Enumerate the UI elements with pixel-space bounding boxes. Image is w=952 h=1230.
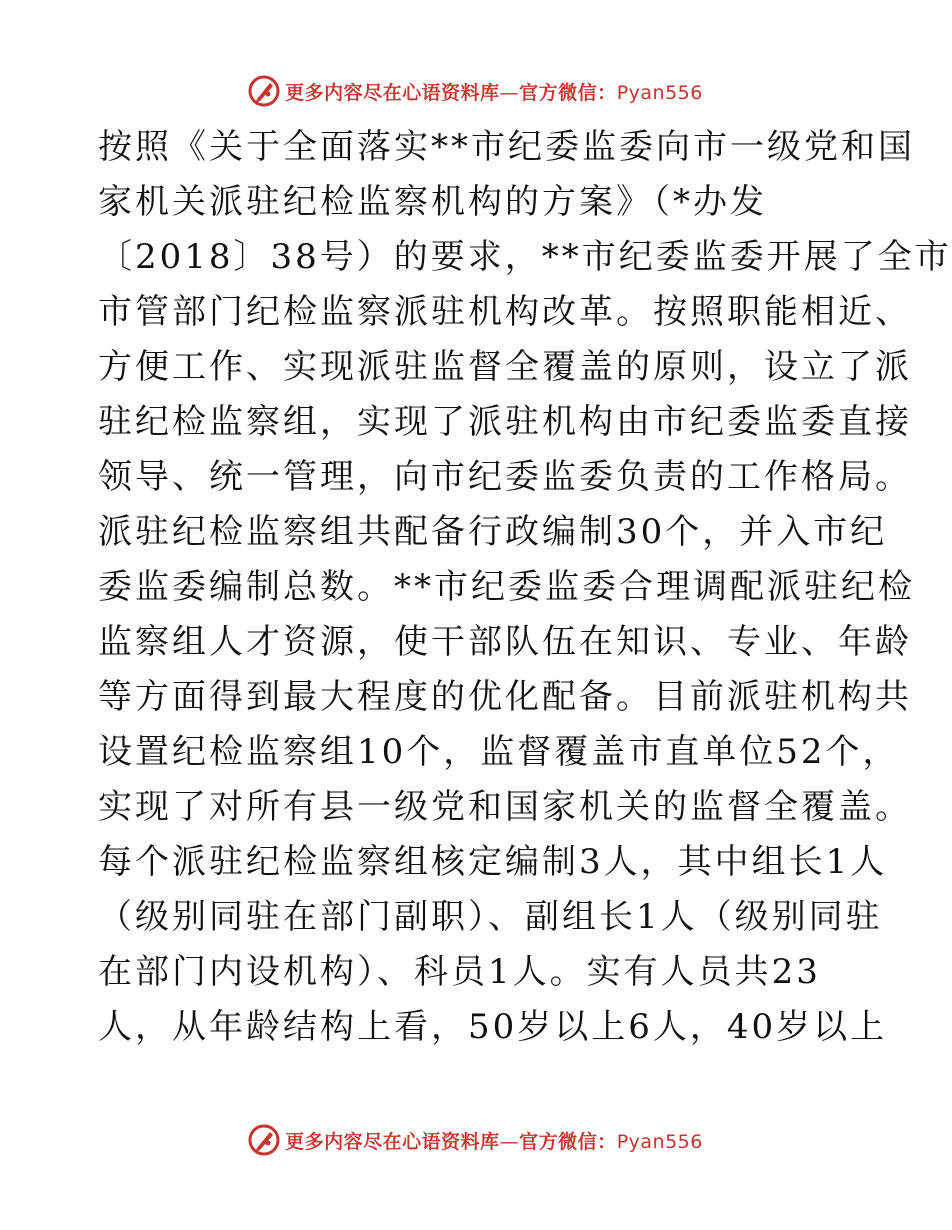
banner-wechat-id: Pyan556 [616,81,703,104]
body-line: 每个派驻纪检监察组核定编制3人，其中组长1人 [98,842,888,882]
banner-text [285,78,703,105]
body-line: 监察组人才资源，使干部队伍在知识、专业、年龄 [98,622,912,662]
body-line: 委监委编制总数。**市纪委监委合理调配派驻纪检 [98,567,915,607]
body-line: 〔2018〕38号）的要求，**市纪委监委开展了全市 [98,237,952,277]
banner-wechat-id: Pyan556 [616,1130,703,1153]
body-line: 驻纪检监察组，实现了派驻机构由市纪委监委直接 [98,402,912,442]
banner-label: 官方微信： [519,81,617,104]
body-line: 设置纪检监察组10个，监督覆盖市直单位52个， [98,732,900,772]
body-line: 在部门内设机构）、科员1人。实有人员共23 [98,952,821,992]
body-line: 家机关派驻纪检监察机构的方案》（*办发 [98,182,767,222]
banner-separator: — [499,81,520,104]
document-body [98,120,952,1055]
body-line: 等方面得到最大程度的优化配备。目前派驻机构共 [98,677,912,717]
banner-site-name: 更多内容尽在心语资料库 [285,1130,500,1153]
body-line: 实现了对所有县一级党和国家机关的监督全覆盖。 [98,787,912,827]
banner-separator: — [499,1130,520,1153]
banner-label: 官方微信： [519,1130,617,1153]
banner-site-name: 更多内容尽在心语资料库 [285,81,500,104]
header-banner [0,70,950,112]
quill-pen-icon [247,1123,281,1157]
banner-text [285,1127,703,1154]
body-line: 市管部门纪检监察派驻机构改革。按照职能相近、 [98,292,912,332]
body-line: 人，从年龄结构上看，50岁以上6人，40岁以上 [98,1007,888,1047]
body-line: 派驻纪检监察组共配备行政编制30个，并入市纪 [98,512,888,552]
body-line: （级别同驻在部门副职）、副组长1人（级别同驻 [98,897,883,937]
footer-banner [0,1119,950,1161]
body-line: 领导、统一管理，向市纪委监委负责的工作格局。 [98,457,912,497]
body-line: 按照《关于全面落实**市纪委监委向市一级党和国 [98,127,915,167]
body-line: 方便工作、实现派驻监督全覆盖的原则，设立了派 [98,347,912,387]
quill-pen-icon [247,74,281,108]
